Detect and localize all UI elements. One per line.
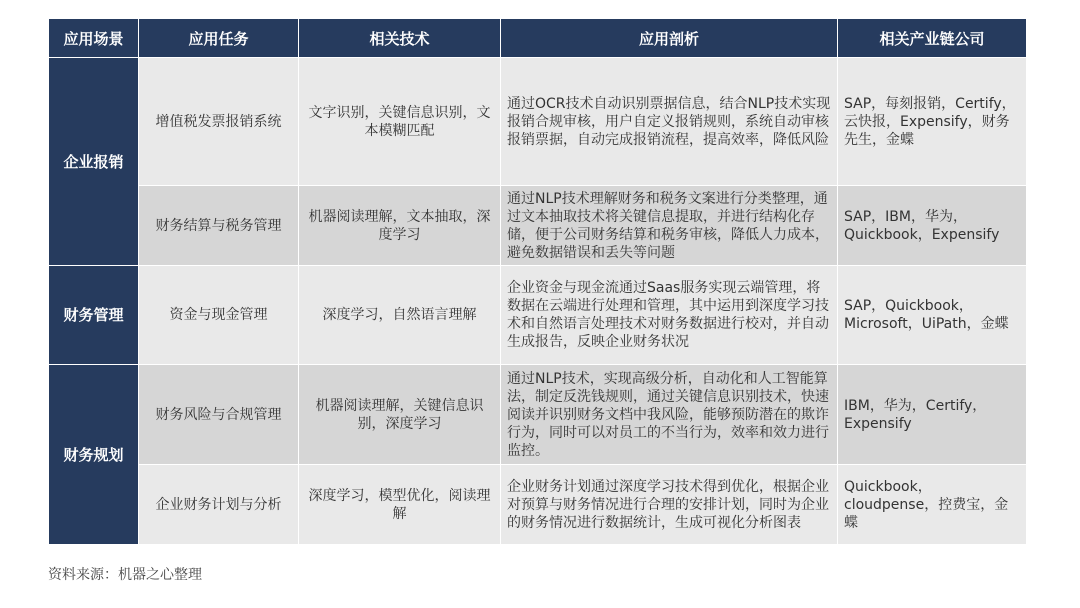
table-row xyxy=(49,266,1027,365)
ai-finance-table xyxy=(48,18,1027,545)
tech-cell: 文字识别，关键信息识别，文本模糊匹配 xyxy=(299,58,501,186)
task-cell: 增值税发票报销系统 xyxy=(139,58,299,186)
companies-cell: IBM，华为，Certify，Expensify xyxy=(838,365,1027,465)
header-companies: 相关产业链公司 xyxy=(838,19,1027,58)
companies-cell: SAP，IBM，华为，Quickbook，Expensify xyxy=(838,186,1027,266)
analysis-cell: 通过NLP技术，实现高级分析，自动化和人工智能算法，制定反洗钱规则，通过关键信息识别技术，快速阅读并识别财务文档中我风险，能够预防潜在的欺诈行为，同时可以对员工的不当行为，效率和效力进行监控。 xyxy=(501,365,838,465)
analysis-cell: 通过NLP技术理解财务和税务文案进行分类整理，通过文本抽取技术将关键信息提取，并进行结构化存储，便于公司财务结算和税务审核，降低人力成本，避免数据错误和丢失等问题 xyxy=(501,186,838,266)
table-row xyxy=(49,58,1027,186)
companies-cell: SAP，每刻报销，Certify，云快报，Expensify，财务先生，金蝶 xyxy=(838,58,1027,186)
table-row xyxy=(49,365,1027,465)
header-analysis: 应用剖析 xyxy=(501,19,838,58)
header-scene: 应用场景 xyxy=(49,19,139,58)
source-note: 资料来源：机器之心整理 xyxy=(48,567,202,583)
scene-cell-management: 财务管理 xyxy=(49,266,139,365)
analysis-cell: 企业资金与现金流通过Saas服务实现云端管理，将数据在云端进行处理和管理，其中运用到深度学习技术和自然语言处理技术对财务数据进行校对，并自动生成报告，反映企业财务状况 xyxy=(501,266,838,365)
scene-cell-reimbursement: 企业报销 xyxy=(49,58,139,266)
analysis-cell: 通过OCR技术自动识别票据信息，结合NLP技术实现报销合规审核，用户自定义报销规则，系统自动审核报销票据，自动完成报销流程，提高效率，降低风险 xyxy=(501,58,838,186)
companies-cell: SAP，Quickbook，Microsoft，UiPath，金蝶 xyxy=(838,266,1027,365)
header-tech: 相关技术 xyxy=(299,19,501,58)
task-cell: 财务风险与合规管理 xyxy=(139,365,299,465)
task-cell: 企业财务计划与分析 xyxy=(139,465,299,545)
table-row xyxy=(49,186,1027,266)
tech-cell: 机器阅读理解，关键信息识别，深度学习 xyxy=(299,365,501,465)
companies-cell: Quickbook，cloudpense，控费宝，金蝶 xyxy=(838,465,1027,545)
header-row xyxy=(49,19,1027,58)
scene-cell-planning: 财务规划 xyxy=(49,365,139,545)
task-cell: 财务结算与税务管理 xyxy=(139,186,299,266)
table-row xyxy=(49,465,1027,545)
tech-cell: 机器阅读理解，文本抽取，深度学习 xyxy=(299,186,501,266)
analysis-cell: 企业财务计划通过深度学习技术得到优化，根据企业对预算与财务情况进行合理的安排计划，同时为企业的财务情况进行数据统计，生成可视化分析图表 xyxy=(501,465,838,545)
tech-cell: 深度学习，自然语言理解 xyxy=(299,266,501,365)
header-task: 应用任务 xyxy=(139,19,299,58)
tech-cell: 深度学习，模型优化，阅读理解 xyxy=(299,465,501,545)
task-cell: 资金与现金管理 xyxy=(139,266,299,365)
